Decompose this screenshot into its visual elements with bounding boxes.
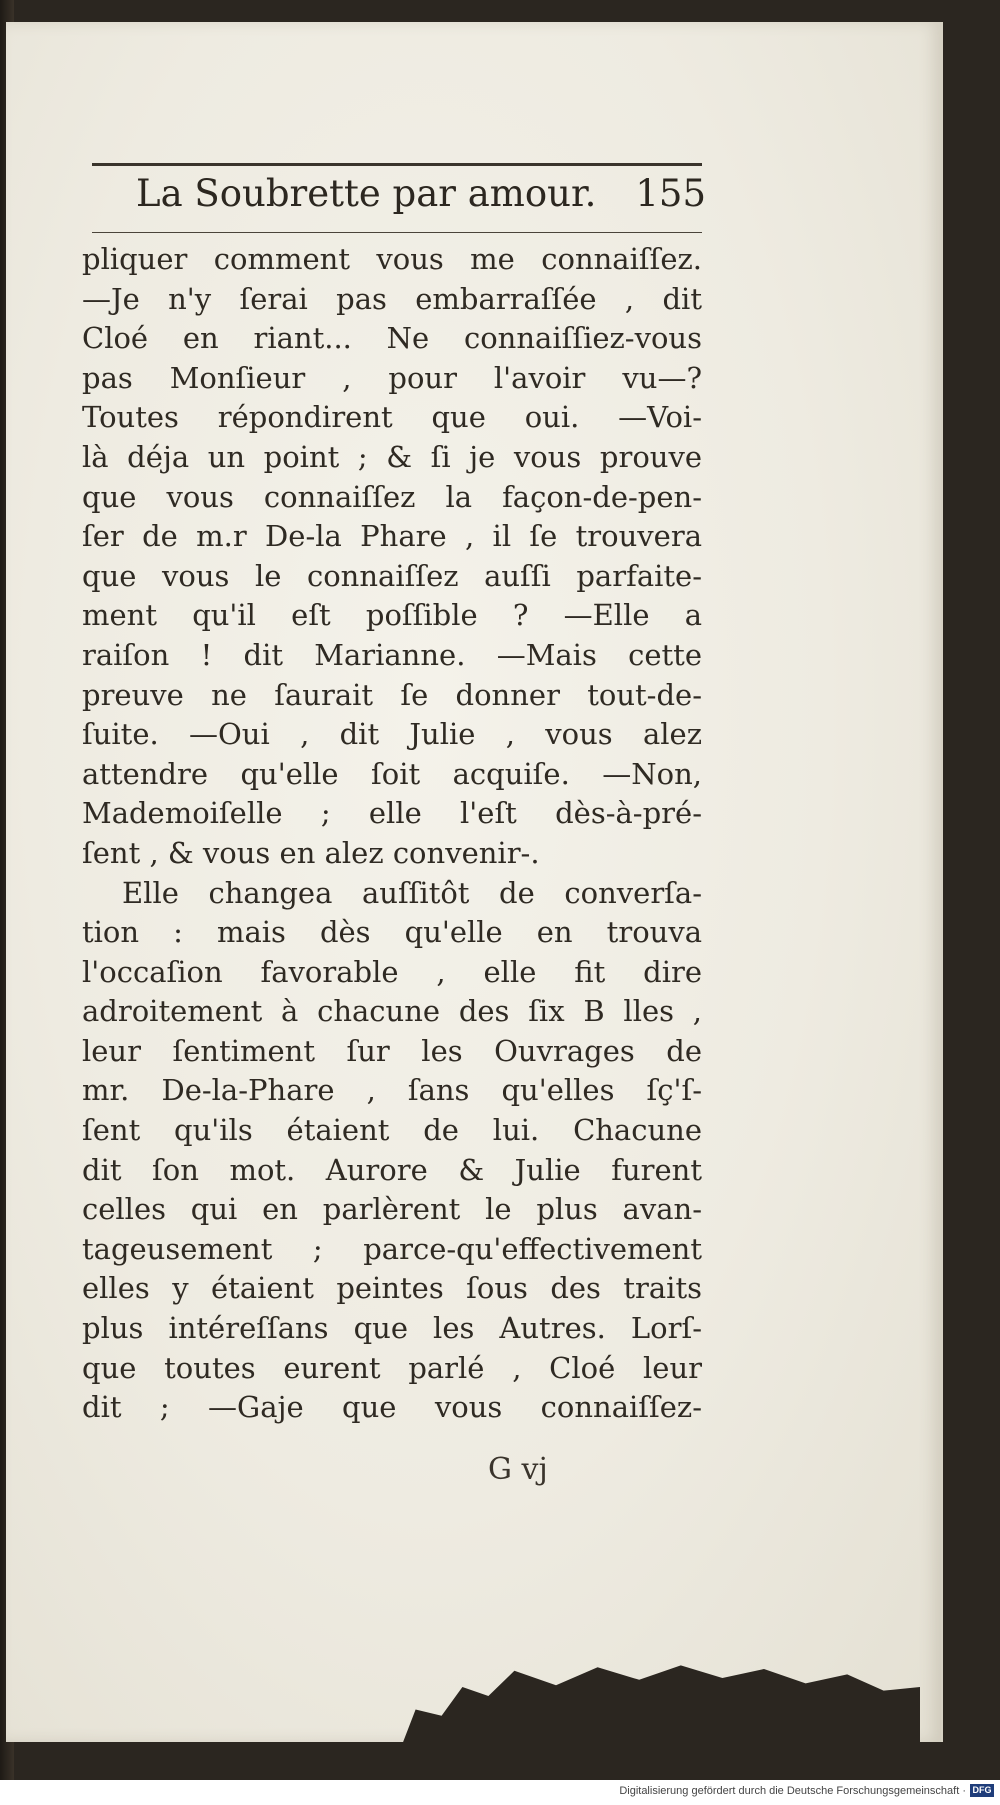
text-line: —Je n'y ſerai pas embarraſſée , dit [82, 281, 702, 316]
signature-mark: G vj [488, 1452, 548, 1487]
text-line: elles y étaient peintes ſous des traits [82, 1271, 702, 1306]
running-title: La Soubrette par amour. [136, 172, 597, 215]
text-line: adroitement à chacune des ſix B lles , [82, 994, 702, 1029]
text-line: que vous connaiſſez la façon-de-pen- [82, 479, 702, 514]
text-line: pliquer comment vous me connaiſſez. [82, 242, 702, 276]
text-line: dit ſon mot. Aurore & Julie furent [82, 1152, 702, 1187]
text-line: plus intéreſſans que les Autres. Lorſ- [82, 1311, 702, 1346]
header-rule-top [92, 163, 702, 166]
text-line: tageusement ; parce-qu'effectivement [82, 1231, 702, 1266]
text-line: ſent , & vous en alez convenir-. [82, 835, 540, 870]
page-number: 155 [635, 172, 706, 215]
text-line: pas Monſieur , pour l'avoir vu—? [82, 360, 702, 395]
text-line: que toutes eurent parlé , Cloé leur [82, 1350, 702, 1385]
text-line: raiſon ! dit Marianne. —Mais cette [82, 637, 702, 672]
text-line: tion : mais dès qu'elle en trouva [82, 915, 702, 950]
text-line: ment qu'il eſt poſſible ? —Elle a [82, 598, 702, 633]
text-line: preuve ne ſaurait ſe donner tout-de- [82, 677, 702, 712]
text-line: Toutes répondirent que oui. —Voi- [82, 400, 702, 435]
header-rule-bottom [92, 232, 702, 233]
running-head [136, 172, 706, 228]
text-line: celles qui en parlèrent le plus avan- [82, 1192, 702, 1227]
dfg-logo-icon: DFG [970, 1784, 994, 1797]
text-line: ſer de m.r De-la Phare , il ſe trouvera [82, 519, 702, 554]
text-line: attendre qu'elle ſoit acquiſe. —Non, [82, 756, 702, 791]
text-line: mr. De-la-Phare , ſans qu'elles ſç'ſ- [82, 1073, 702, 1108]
text-line: Elle changea auſſitôt de converſa- [122, 875, 702, 910]
text-line: Cloé en riant... Ne connaiſſiez-vous [82, 321, 702, 356]
text-line: que vous le connaiſſez auſſi parfaite- [82, 558, 702, 593]
text-line: là déja un point ; & ſi je vous prouve [82, 439, 702, 474]
text-line: dit ; —Gaje que vous connaiſſez- [82, 1390, 702, 1425]
funding-credit: Digitalisierung gefördert durch die Deutsche Forschungsgemeinschaft · [619, 1785, 966, 1797]
text-line: ſent qu'ils étaient de lui. Chacune [82, 1113, 702, 1148]
body-text [82, 240, 702, 1428]
text-line: ſuite. —Oui , dit Julie , vous alez [82, 717, 702, 752]
text-line: l'occaſion favorable , elle fit dire [82, 954, 702, 989]
digitization-footer [0, 1780, 1000, 1805]
text-line: leur ſentiment ſur les Ouvrages de [82, 1033, 702, 1068]
text-line: Mademoiſelle ; elle l'eſt dès-à-pré- [82, 796, 702, 831]
